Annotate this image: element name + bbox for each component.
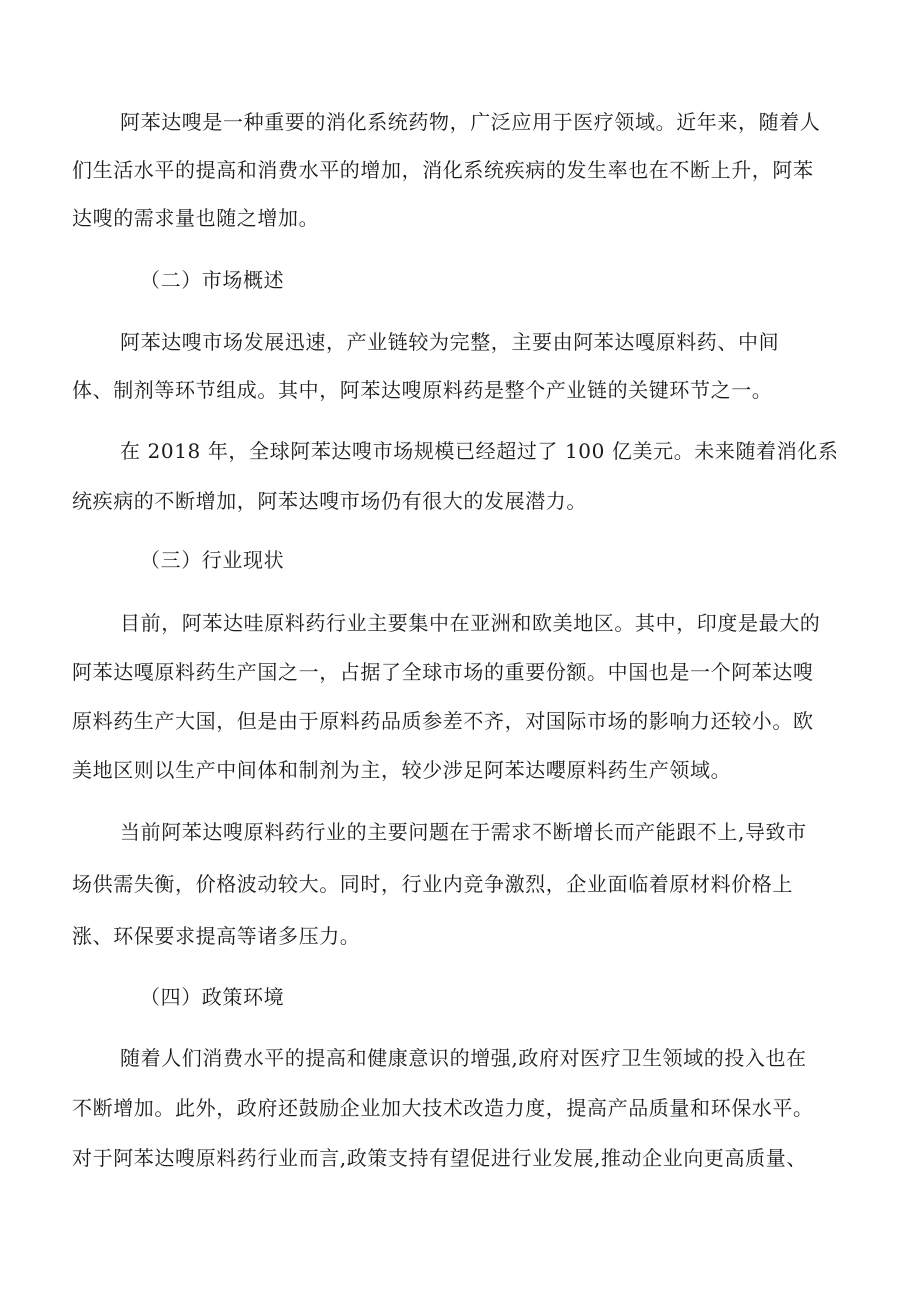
text-line: 美地区则以生产中间体和制剂为主，较少涉足阿苯达嚶原料药生产领域。 (72, 758, 732, 782)
text-line: 达嗖的需求量也随之增加。 (72, 206, 320, 230)
text-line: 统疾病的不断增加，阿苯达嗖市场仍有很大的发展潜力。 (72, 489, 587, 513)
text-line: 原料药生产大国，但是由于原料药品质参差不齐，对国际市场的影响力还较小。欧 (72, 709, 814, 733)
text-line: 目前，阿苯达哇原料药行业主要集中在亚洲和欧美地区。其中，印度是最大的 (120, 611, 821, 635)
text-line: 当前阿苯达嗖原料药行业的主要问题在于需求不断增长而产能跟不上,导致市 (120, 820, 807, 844)
text-line: 阿苯达嗖是一种重要的消化系统药物，广泛应用于医疗领域。近年来，随着人 (120, 110, 821, 134)
text-line: 涨、环保要求提高等诸多压力。 (72, 924, 361, 948)
text-line: 们生活水平的提高和消费水平的增加，消化系统疾病的发生率也在不断上升，阿苯 (72, 158, 814, 182)
text-line: 体、制剂等环节组成。其中，阿苯达嗖原料药是整个产业链的关键环节之一。 (72, 378, 773, 402)
text-line: 阿苯达嗖市场发展迅速，产业链较为完整，主要由阿苯达嘎原料药、中间 (120, 330, 780, 354)
text-line: 对于阿苯达嗖原料药行业而言,政策支持有望促进行业发展,推动企业向更高质量、 (72, 1146, 807, 1170)
text-line: 随着人们消费水平的提高和健康意识的增强,政府对医疗卫生领域的投入也在 (120, 1046, 807, 1070)
text-line: 阿苯达嘎原料药生产国之一，占据了全球市场的重要份额。中国也是一个阿苯达嗖 (72, 660, 814, 684)
text-line: 在 2018 年，全球阿苯达嗖市场规模已经超过了 100 亿美元。未来随着消化系 (120, 439, 839, 463)
heading-text: （四）政策环境 (140, 985, 285, 1009)
heading-text: （二）市场概述 (140, 268, 285, 292)
heading-text: （三）行业现状 (140, 548, 285, 572)
text-line: 不断增加。此外，政府还鼓励企业加大技术改造力度，提高产品质量和环保水平。 (72, 1096, 814, 1120)
text-line: 场供需失衡，价格波动较大。同时，行业内竞争激烈，企业面临着原材料价格上 (72, 872, 793, 896)
